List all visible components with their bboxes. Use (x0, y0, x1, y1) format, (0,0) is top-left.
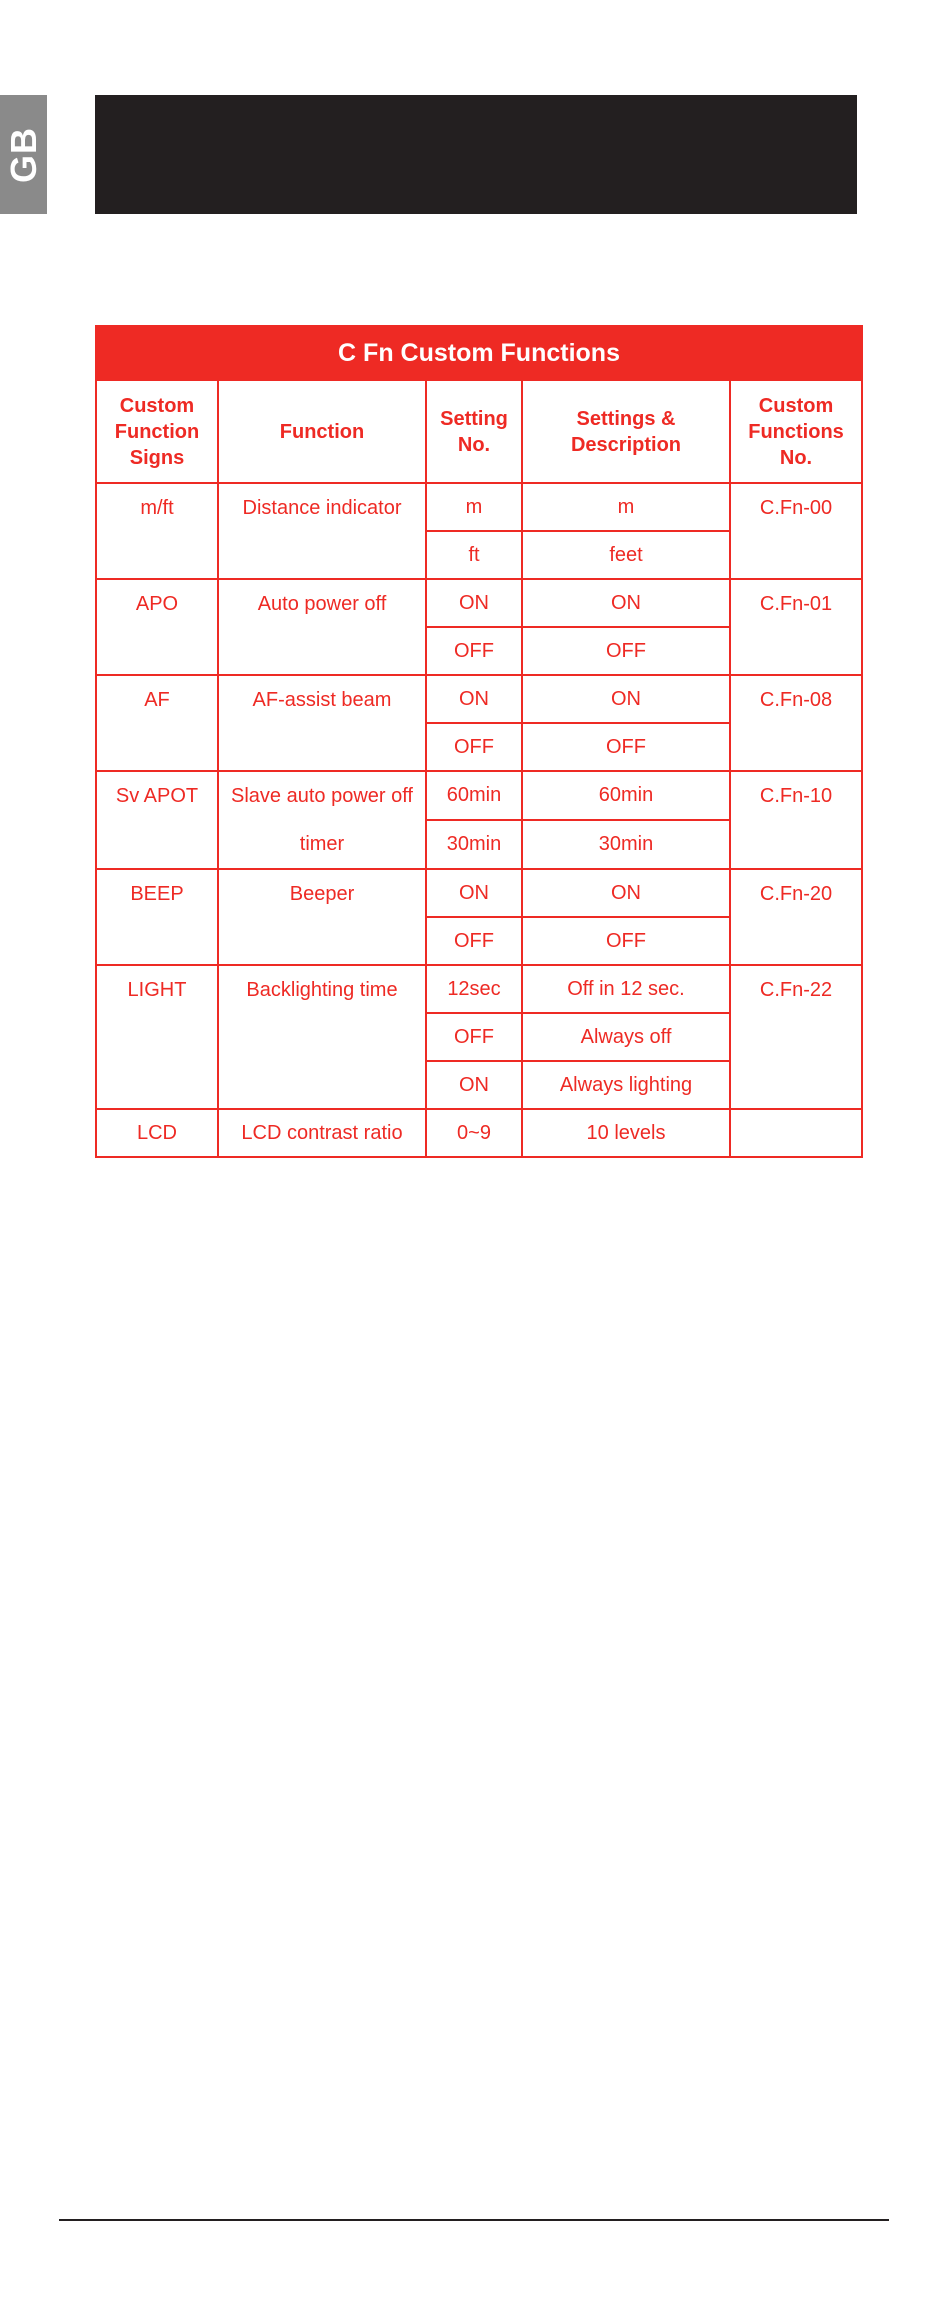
setting-desc-cell: Always lighting (522, 1061, 730, 1109)
setting-no-cell: OFF (426, 917, 522, 965)
cfn-cell: C.Fn-00 (730, 483, 862, 579)
setting-no-cell: OFF (426, 627, 522, 675)
sign-cell: Sv APOT (96, 771, 218, 869)
table-title: C Fn Custom Functions (96, 326, 862, 380)
function-cell: Auto power off (218, 579, 426, 675)
setting-desc-cell: ON (522, 579, 730, 627)
table-row (96, 483, 862, 531)
language-tab (0, 95, 47, 214)
header-bar (95, 95, 857, 214)
setting-no-cell: OFF (426, 1013, 522, 1061)
function-cell: LCD contrast ratio (218, 1109, 426, 1157)
table-row (96, 771, 862, 820)
sign-cell: m/ft (96, 483, 218, 579)
setting-desc-cell: Off in 12 sec. (522, 965, 730, 1013)
setting-desc-cell: 60min (522, 771, 730, 820)
cfn-cell (730, 1109, 862, 1157)
cfn-cell: C.Fn-22 (730, 965, 862, 1109)
setting-desc-cell: m (522, 483, 730, 531)
setting-desc-cell: OFF (522, 723, 730, 771)
setting-desc-cell: feet (522, 531, 730, 579)
sign-cell: AF (96, 675, 218, 771)
function-cell: Distance indicator (218, 483, 426, 579)
table-row (96, 675, 862, 723)
sign-cell: BEEP (96, 869, 218, 965)
cfn-cell: C.Fn-01 (730, 579, 862, 675)
table-row (96, 1109, 862, 1157)
setting-desc-cell: 30min (522, 820, 730, 869)
setting-desc-cell: ON (522, 869, 730, 917)
setting-no-cell: ft (426, 531, 522, 579)
sign-cell: LIGHT (96, 965, 218, 1109)
sign-cell: APO (96, 579, 218, 675)
header-setting-no: Setting No. (426, 380, 522, 483)
function-cell: AF-assist beam (218, 675, 426, 771)
footer-rule (59, 2219, 889, 2221)
table-row (96, 579, 862, 627)
setting-no-cell: 0~9 (426, 1109, 522, 1157)
header-function: Function (218, 380, 426, 483)
header-settings-desc: Settings & Description (522, 380, 730, 483)
function-cell: Beeper (218, 869, 426, 965)
cfn-cell: C.Fn-10 (730, 771, 862, 869)
setting-no-cell: m (426, 483, 522, 531)
setting-desc-cell: Always off (522, 1013, 730, 1061)
setting-no-cell: ON (426, 1061, 522, 1109)
sign-cell: LCD (96, 1109, 218, 1157)
function-cell: Slave auto power off timer (218, 771, 426, 869)
header-cfn-no: Custom Functions No. (730, 380, 862, 483)
setting-desc-cell: OFF (522, 627, 730, 675)
language-tab-label: GB (2, 126, 44, 183)
custom-functions-table (95, 325, 863, 1158)
setting-desc-cell: OFF (522, 917, 730, 965)
setting-desc-cell: 10 levels (522, 1109, 730, 1157)
table-row (96, 869, 862, 917)
function-cell: Backlighting time (218, 965, 426, 1109)
setting-desc-cell: ON (522, 675, 730, 723)
cfn-cell: C.Fn-08 (730, 675, 862, 771)
setting-no-cell: ON (426, 675, 522, 723)
setting-no-cell: 30min (426, 820, 522, 869)
cfn-cell: C.Fn-20 (730, 869, 862, 965)
setting-no-cell: OFF (426, 723, 522, 771)
table-row (96, 965, 862, 1013)
setting-no-cell: 12sec (426, 965, 522, 1013)
header-signs: Custom Function Signs (96, 380, 218, 483)
setting-no-cell: ON (426, 869, 522, 917)
setting-no-cell: ON (426, 579, 522, 627)
setting-no-cell: 60min (426, 771, 522, 820)
